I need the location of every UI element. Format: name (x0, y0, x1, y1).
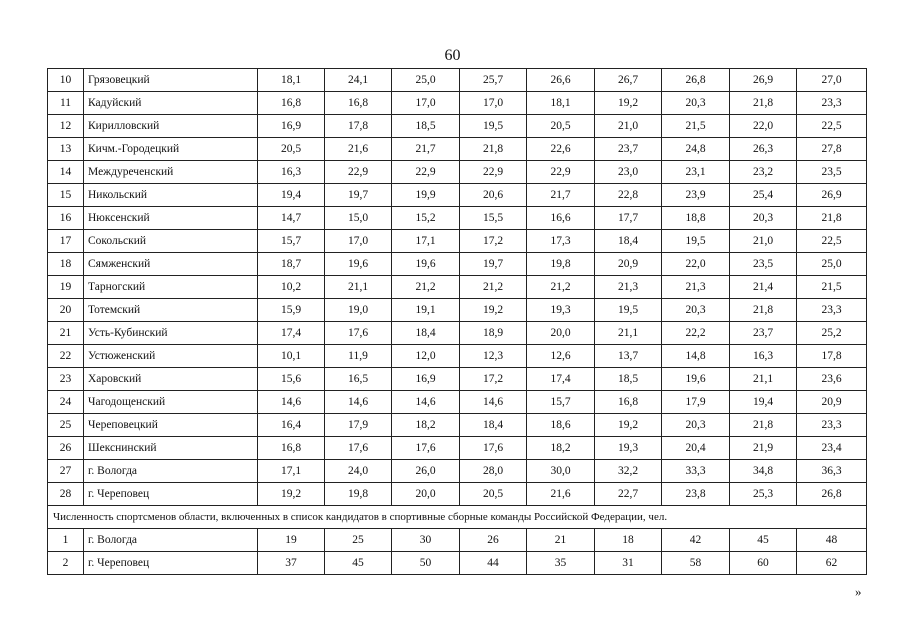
table-cell: 19,2 (595, 92, 662, 115)
table-cell: 23,7 (730, 322, 797, 345)
table-cell: 22,7 (595, 483, 662, 506)
table-cell: 18,9 (460, 322, 527, 345)
table-cell: 19 (258, 529, 325, 552)
table-cell: 17,4 (527, 368, 595, 391)
table-cell: 17,6 (392, 437, 460, 460)
table-row (48, 529, 867, 552)
table-cell: 22,0 (662, 253, 730, 276)
table-cell: 21,1 (595, 322, 662, 345)
table-row (48, 391, 867, 414)
table-cell: 17,6 (325, 437, 392, 460)
row-number: 16 (48, 207, 84, 230)
table-cell: 20,0 (527, 322, 595, 345)
table-cell: 17,2 (460, 230, 527, 253)
table-cell: 17,0 (392, 92, 460, 115)
table-cell: 31 (595, 552, 662, 575)
table-cell: 18,1 (258, 69, 325, 92)
table-row (48, 207, 867, 230)
table-cell: 14,6 (392, 391, 460, 414)
table-row (48, 115, 867, 138)
row-number: 13 (48, 138, 84, 161)
table-cell: 16,9 (258, 115, 325, 138)
table-cell: 23,6 (797, 368, 867, 391)
table-row (48, 230, 867, 253)
table-cell: 17,1 (258, 460, 325, 483)
table-cell: 17,6 (460, 437, 527, 460)
table-cell: 28,0 (460, 460, 527, 483)
table-cell: 17,0 (460, 92, 527, 115)
table-row (48, 253, 867, 276)
row-number: 26 (48, 437, 84, 460)
table-cell: 14,7 (258, 207, 325, 230)
table-cell: 14,6 (258, 391, 325, 414)
district-name: Тотемский (84, 299, 258, 322)
table-row (48, 299, 867, 322)
row-number: 17 (48, 230, 84, 253)
table-cell: 23,3 (797, 92, 867, 115)
table-cell: 16,8 (325, 92, 392, 115)
table-cell: 21,2 (392, 276, 460, 299)
table-cell: 17,7 (595, 207, 662, 230)
table-cell: 27,0 (797, 69, 867, 92)
table-cell: 58 (662, 552, 730, 575)
table-cell: 19,2 (258, 483, 325, 506)
district-name: Шекснинский (84, 437, 258, 460)
table-cell: 62 (797, 552, 867, 575)
table-cell: 14,6 (325, 391, 392, 414)
table-cell: 27,8 (797, 138, 867, 161)
table-cell: 19,7 (325, 184, 392, 207)
table-cell: 15,2 (392, 207, 460, 230)
table-cell: 19,8 (325, 483, 392, 506)
table-cell: 17,8 (797, 345, 867, 368)
table-cell: 19,8 (527, 253, 595, 276)
table-cell: 19,7 (460, 253, 527, 276)
row-number: 20 (48, 299, 84, 322)
table-cell: 18,5 (595, 368, 662, 391)
row-number: 11 (48, 92, 84, 115)
district-name: г. Череповец (84, 483, 258, 506)
table-cell: 22,9 (460, 161, 527, 184)
table-cell: 17,8 (325, 115, 392, 138)
table-cell: 21,2 (460, 276, 527, 299)
row-number: 14 (48, 161, 84, 184)
table-cell: 18,5 (392, 115, 460, 138)
table-cell: 26,8 (662, 69, 730, 92)
table-row (48, 322, 867, 345)
district-name: Череповецкий (84, 414, 258, 437)
table-cell: 23,2 (730, 161, 797, 184)
table-cell: 24,8 (662, 138, 730, 161)
table-cell: 21,8 (460, 138, 527, 161)
table-cell: 18,8 (662, 207, 730, 230)
closing-quote: » (855, 584, 862, 599)
table-cell: 48 (797, 529, 867, 552)
table-cell: 19,4 (730, 391, 797, 414)
table-cell: 15,0 (325, 207, 392, 230)
table-cell: 19,6 (325, 253, 392, 276)
table-cell: 20,5 (460, 483, 527, 506)
table-cell: 22,9 (527, 161, 595, 184)
table-cell: 22,5 (797, 115, 867, 138)
table-cell: 45 (730, 529, 797, 552)
table-row (48, 161, 867, 184)
table-cell: 15,7 (258, 230, 325, 253)
table-cell: 21,0 (595, 115, 662, 138)
table-cell: 21,6 (325, 138, 392, 161)
city-name: г. Череповец (84, 552, 258, 575)
table-row (48, 345, 867, 368)
table-row (48, 276, 867, 299)
table-cell: 22,9 (325, 161, 392, 184)
row-number: 15 (48, 184, 84, 207)
city-name: г. Вологда (84, 529, 258, 552)
table-cell: 20,9 (595, 253, 662, 276)
table-cell: 13,7 (595, 345, 662, 368)
table-cell: 22,5 (797, 230, 867, 253)
table-cell: 21,5 (797, 276, 867, 299)
section-header-row (48, 506, 867, 529)
row-number: 10 (48, 69, 84, 92)
table-cell: 16,4 (258, 414, 325, 437)
table-cell: 22,6 (527, 138, 595, 161)
table-cell: 25,0 (797, 253, 867, 276)
table-cell: 45 (325, 552, 392, 575)
table-cell: 26,0 (392, 460, 460, 483)
table-cell: 23,4 (797, 437, 867, 460)
table-cell: 20,5 (527, 115, 595, 138)
table-cell: 30,0 (527, 460, 595, 483)
table-cell: 15,7 (527, 391, 595, 414)
row-number: 21 (48, 322, 84, 345)
table-cell: 32,2 (595, 460, 662, 483)
table-cell: 20,4 (662, 437, 730, 460)
table-cell: 25,2 (797, 322, 867, 345)
table-cell: 23,8 (662, 483, 730, 506)
table-cell: 18,4 (460, 414, 527, 437)
table-cell: 18,2 (527, 437, 595, 460)
table-cell: 22,0 (730, 115, 797, 138)
table-cell: 25,0 (392, 69, 460, 92)
district-name: Чагодощенский (84, 391, 258, 414)
table-row (48, 483, 867, 506)
row-number: 24 (48, 391, 84, 414)
table-cell: 18 (595, 529, 662, 552)
table-cell: 20,3 (662, 414, 730, 437)
table-cell: 16,9 (392, 368, 460, 391)
table-cell: 25,4 (730, 184, 797, 207)
table-cell: 12,0 (392, 345, 460, 368)
table-cell: 37 (258, 552, 325, 575)
district-name: Кирилловский (84, 115, 258, 138)
district-name: Тарногский (84, 276, 258, 299)
table-cell: 25 (325, 529, 392, 552)
table-cell: 18,2 (392, 414, 460, 437)
table-cell: 10,2 (258, 276, 325, 299)
table-cell: 20,3 (730, 207, 797, 230)
table-cell: 36,3 (797, 460, 867, 483)
district-name: Нюксенский (84, 207, 258, 230)
table-cell: 21,7 (527, 184, 595, 207)
table-cell: 20,3 (662, 92, 730, 115)
table-cell: 23,1 (662, 161, 730, 184)
table-cell: 19,5 (662, 230, 730, 253)
table-cell: 19,1 (392, 299, 460, 322)
table-cell: 26,6 (527, 69, 595, 92)
district-name: Никольский (84, 184, 258, 207)
table-cell: 21,8 (730, 92, 797, 115)
table-cell: 35 (527, 552, 595, 575)
table-cell: 19,2 (460, 299, 527, 322)
table-cell: 14,8 (662, 345, 730, 368)
table-cell: 22,8 (595, 184, 662, 207)
table-cell: 17,6 (325, 322, 392, 345)
row-number: 2 (48, 552, 84, 575)
table-cell: 42 (662, 529, 730, 552)
row-number: 23 (48, 368, 84, 391)
table-row (48, 92, 867, 115)
table-cell: 20,0 (392, 483, 460, 506)
table-cell: 18,4 (392, 322, 460, 345)
table-cell: 19,5 (595, 299, 662, 322)
table-cell: 15,9 (258, 299, 325, 322)
district-name: Устюженский (84, 345, 258, 368)
table-cell: 17,1 (392, 230, 460, 253)
table-cell: 20,6 (460, 184, 527, 207)
table-cell: 21,0 (730, 230, 797, 253)
table-cell: 16,3 (258, 161, 325, 184)
table-row (48, 437, 867, 460)
table-cell: 23,3 (797, 299, 867, 322)
district-name: Кичм.-Городецкий (84, 138, 258, 161)
table-cell: 18,4 (595, 230, 662, 253)
table-cell: 22,9 (392, 161, 460, 184)
table-cell: 26,8 (797, 483, 867, 506)
statistics-table (47, 68, 867, 575)
table-cell: 16,3 (730, 345, 797, 368)
table-cell: 16,8 (258, 437, 325, 460)
table-cell: 21,7 (392, 138, 460, 161)
table-cell: 26,3 (730, 138, 797, 161)
district-name: Харовский (84, 368, 258, 391)
row-number: 19 (48, 276, 84, 299)
row-number: 25 (48, 414, 84, 437)
table-cell: 23,3 (797, 414, 867, 437)
table-cell: 15,5 (460, 207, 527, 230)
page-number: 60 (444, 47, 461, 64)
table-cell: 17,2 (460, 368, 527, 391)
table-cell: 21 (527, 529, 595, 552)
table-cell: 17,9 (662, 391, 730, 414)
table-row (48, 184, 867, 207)
row-number: 28 (48, 483, 84, 506)
table-cell: 10,1 (258, 345, 325, 368)
row-number: 18 (48, 253, 84, 276)
table-cell: 21,1 (730, 368, 797, 391)
table-cell: 11,9 (325, 345, 392, 368)
district-name: Сокольский (84, 230, 258, 253)
table-cell: 26 (460, 529, 527, 552)
table-cell: 23,9 (662, 184, 730, 207)
district-name: г. Вологда (84, 460, 258, 483)
table-cell: 16,5 (325, 368, 392, 391)
table-cell: 21,8 (730, 414, 797, 437)
row-number: 12 (48, 115, 84, 138)
table-cell: 17,0 (325, 230, 392, 253)
table-cell: 23,7 (595, 138, 662, 161)
table-cell: 26,9 (797, 184, 867, 207)
table-cell: 21,6 (527, 483, 595, 506)
table-cell: 21,1 (325, 276, 392, 299)
table-cell: 50 (392, 552, 460, 575)
section-title: Численность спортсменов области, включенных в список кандидатов в спортивные сборные команды Российской Федерации, чел. (48, 506, 867, 529)
table-cell: 33,3 (662, 460, 730, 483)
table-cell: 21,4 (730, 276, 797, 299)
table-cell: 24,1 (325, 69, 392, 92)
row-number: 1 (48, 529, 84, 552)
table-cell: 20,5 (258, 138, 325, 161)
table-cell: 19,6 (392, 253, 460, 276)
table-cell: 19,5 (460, 115, 527, 138)
table-cell: 14,6 (460, 391, 527, 414)
table-cell: 23,5 (730, 253, 797, 276)
district-name: Усть-Кубинский (84, 322, 258, 345)
table-body (48, 69, 867, 575)
table-cell: 19,6 (662, 368, 730, 391)
table-cell: 18,7 (258, 253, 325, 276)
table-cell: 60 (730, 552, 797, 575)
table-cell: 34,8 (730, 460, 797, 483)
table-row (48, 69, 867, 92)
table-row (48, 460, 867, 483)
row-number: 27 (48, 460, 84, 483)
table-cell: 23,5 (797, 161, 867, 184)
table-cell: 21,8 (730, 299, 797, 322)
table-cell: 17,3 (527, 230, 595, 253)
table-cell: 19,3 (527, 299, 595, 322)
table-cell: 23,0 (595, 161, 662, 184)
table-cell: 21,3 (595, 276, 662, 299)
table-cell: 25,7 (460, 69, 527, 92)
table-cell: 19,2 (595, 414, 662, 437)
row-number: 22 (48, 345, 84, 368)
table-row (48, 552, 867, 575)
table-cell: 17,4 (258, 322, 325, 345)
district-name: Грязовецкий (84, 69, 258, 92)
table-cell: 20,9 (797, 391, 867, 414)
table-cell: 21,8 (797, 207, 867, 230)
table-cell: 24,0 (325, 460, 392, 483)
table-cell: 19,9 (392, 184, 460, 207)
table-cell: 16,8 (258, 92, 325, 115)
district-name: Сямженский (84, 253, 258, 276)
table-cell: 22,2 (662, 322, 730, 345)
table-cell: 19,3 (595, 437, 662, 460)
table-cell: 16,6 (527, 207, 595, 230)
table-row (48, 414, 867, 437)
table-cell: 12,6 (527, 345, 595, 368)
table-cell: 21,5 (662, 115, 730, 138)
table-cell: 21,9 (730, 437, 797, 460)
table-cell: 26,9 (730, 69, 797, 92)
table-cell: 21,2 (527, 276, 595, 299)
table-cell: 30 (392, 529, 460, 552)
table-cell: 12,3 (460, 345, 527, 368)
table-cell: 17,9 (325, 414, 392, 437)
table-cell: 21,3 (662, 276, 730, 299)
table-cell: 20,3 (662, 299, 730, 322)
table-cell: 16,8 (595, 391, 662, 414)
district-name: Междуреченский (84, 161, 258, 184)
table-cell: 26,7 (595, 69, 662, 92)
table-cell: 19,0 (325, 299, 392, 322)
table-cell: 18,6 (527, 414, 595, 437)
table-row (48, 368, 867, 391)
table-cell: 19,4 (258, 184, 325, 207)
district-name: Кадуйский (84, 92, 258, 115)
table-cell: 44 (460, 552, 527, 575)
table-cell: 25,3 (730, 483, 797, 506)
table-row (48, 138, 867, 161)
table-cell: 18,1 (527, 92, 595, 115)
table-cell: 15,6 (258, 368, 325, 391)
